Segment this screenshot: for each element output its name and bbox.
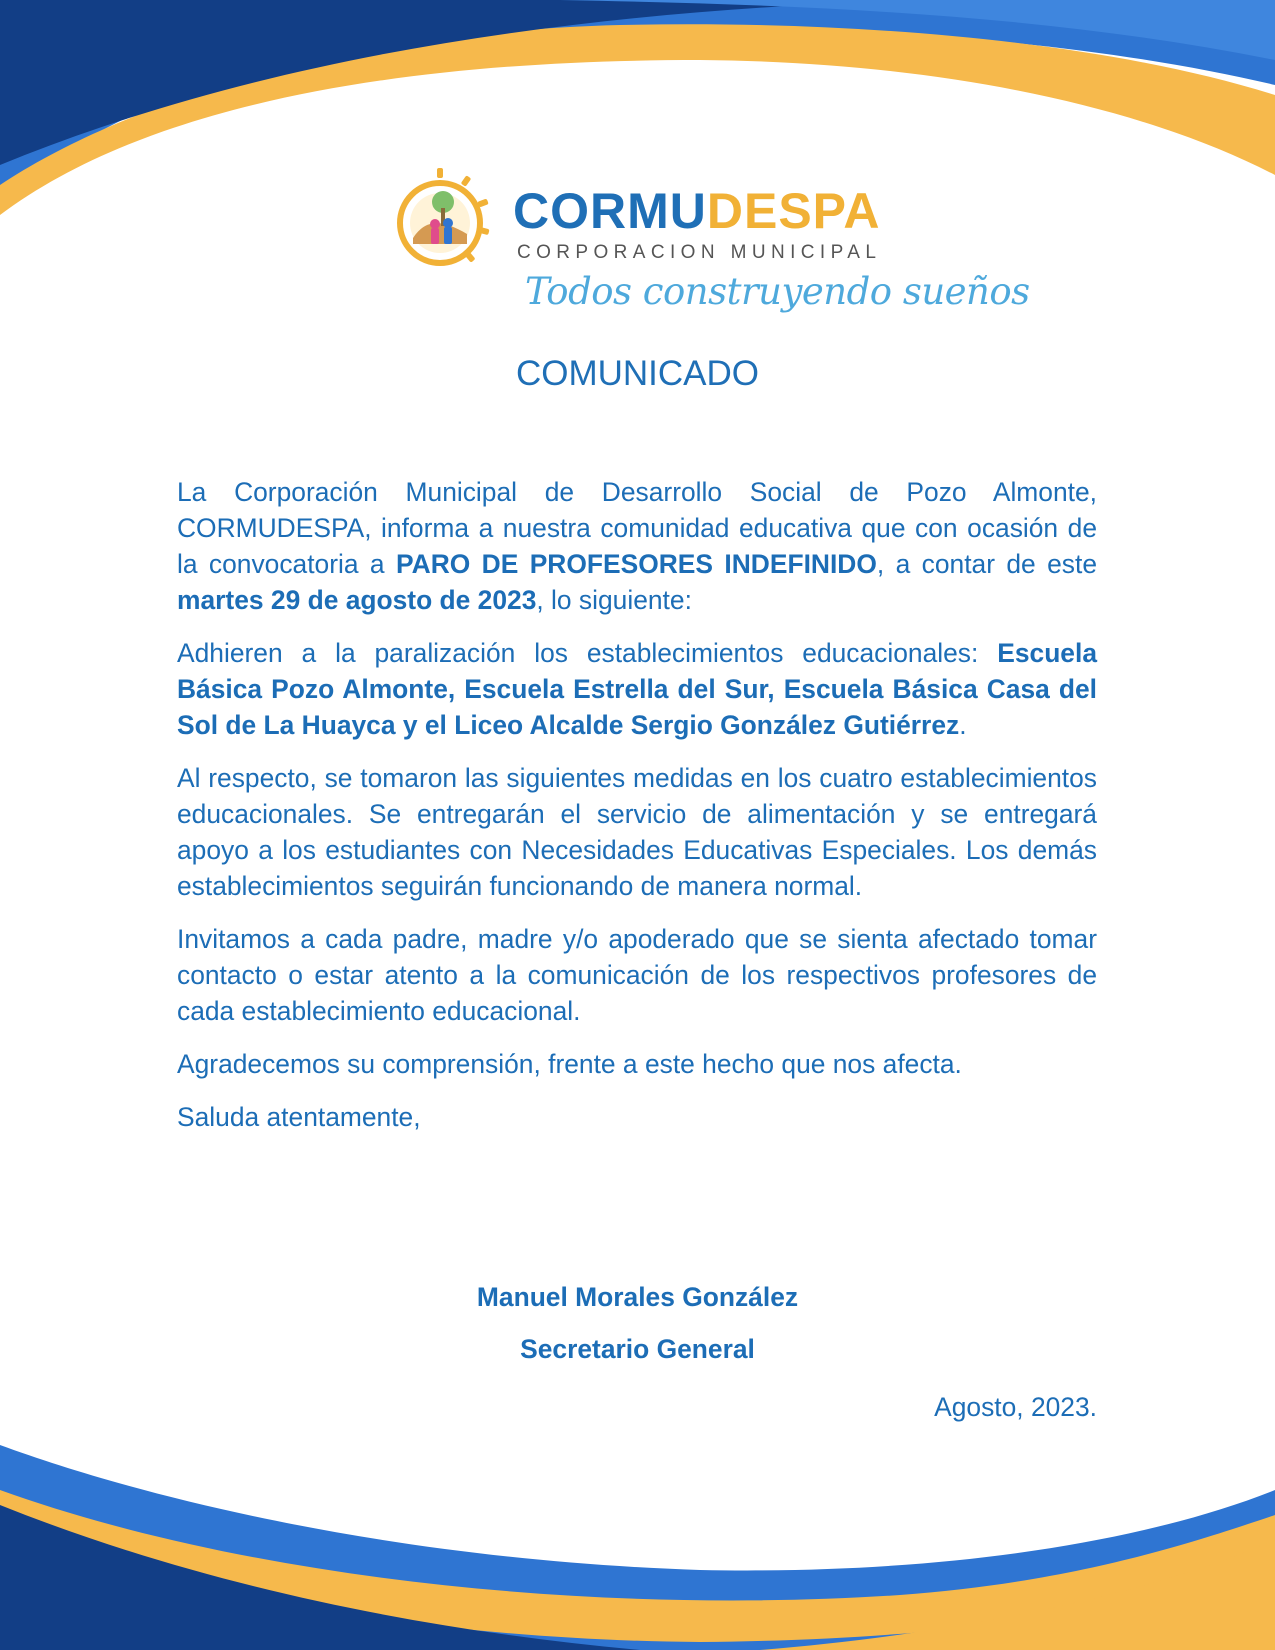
signature-name: Manuel Morales González — [476, 1282, 799, 1312]
sun-emblem-icon — [385, 168, 495, 278]
schools-text-1: Adhieren a la paralización los establecimientos educacionales: — [177, 638, 998, 668]
letter-body — [177, 474, 1097, 1152]
brand-name-part1: CORMU — [513, 183, 707, 239]
paragraph-intro — [177, 474, 1097, 618]
signature-role: Secretario General — [520, 1334, 755, 1364]
paragraph-closing: Saluda atentamente, — [177, 1102, 421, 1132]
intro-text-2: , a contar de este — [876, 549, 1097, 579]
schools-text-2: . — [959, 710, 967, 740]
paragraph-schools — [177, 635, 1097, 743]
schools-list: Escuela Básica Pozo Almonte, Escuela Estrella del Sur, Escuela Básica Casa del Sol de La Huayca y el Liceo Alcalde Sergio González Gutiérrez — [177, 638, 1097, 740]
intro-text-1: La Corporación Municipal de Desarrollo Social de Pozo Almonte, CORMUDESPA, informa a nuestra comunidad educativa que con ocasión de la convocatoria a — [177, 477, 1097, 579]
bottom-wave-decoration — [0, 1390, 1275, 1650]
brand-name-part2: DESPA — [706, 183, 881, 239]
paragraph-invitation: Invitamos a cada padre, madre y/o apoderado que se sienta afectado tomar contacto o estar atento a la comunicación de los respectivos profesores de cada establecimiento educacional. — [177, 924, 1097, 1026]
document-date: Agosto, 2023. — [934, 1392, 1097, 1422]
brand-slogan: Todos construyendo sueños — [525, 270, 1030, 313]
paragraph-measures: Al respecto, se tomaron las siguientes medidas en los cuatro establecimientos educacionales. Se entregarán el servicio de alimentación y se entregará apoyo a los estudiantes con Necesidades Educativas Especiales. Los demás establecimientos seguirán funcionando de manera normal. — [177, 763, 1097, 901]
intro-text-3: , lo siguiente: — [536, 585, 692, 615]
strike-announcement: PARO DE PROFESORES INDEFINIDO — [396, 549, 877, 579]
cormudespa-logo — [385, 158, 1030, 318]
paragraph-thanks: Agradecemos su comprensión, frente a este hecho que nos afecta. — [177, 1049, 962, 1079]
strike-date: martes 29 de agosto de 2023 — [177, 585, 537, 615]
brand-subtitle: CORPORACION MUNICIPAL — [517, 242, 882, 263]
brand-name — [513, 183, 881, 239]
document-title: COMUNICADO — [515, 354, 760, 393]
